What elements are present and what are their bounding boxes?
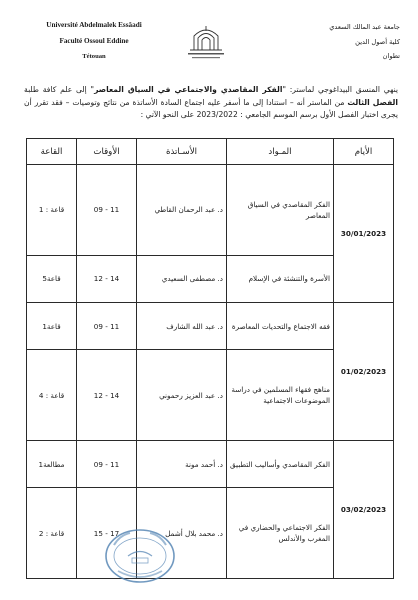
table-header-row (27, 139, 394, 165)
professor-cell: د. أحمد مونة (137, 440, 227, 487)
table-row (27, 440, 394, 487)
professor-cell: د. عبد العزيز رحموني (137, 350, 227, 441)
professor-cell: د. محمد بلال أشمل (137, 488, 227, 579)
table-row (27, 302, 394, 349)
faculty-name-ar: كلية أصول الدين (355, 37, 400, 46)
header-professors: الأسـاتذة (137, 139, 227, 165)
university-name-ar: جامعة عبد المالك السعدي (329, 23, 400, 31)
semester-name: الفصل الثالث (347, 97, 398, 107)
room-cell: مطالعة1 (27, 440, 77, 487)
exam-day: 03/02/2023 (334, 440, 394, 578)
room-cell: قاعة : 2 (27, 488, 77, 579)
exam-day: 01/02/2023 (334, 302, 394, 440)
time-cell: 12 - 14 (77, 255, 137, 302)
time-cell: 09 - 11 (77, 440, 137, 487)
professor-cell: د. عبد الرحمان القاطي (137, 165, 227, 256)
subject-cell: مناهج فقهاء المسلمين في دراسة الموضوعات الاجتماعية (227, 350, 334, 441)
time-cell: 15 - 17 (77, 488, 137, 579)
time-cell: 09 - 11 (77, 302, 137, 349)
official-stamp (100, 525, 180, 587)
announcement-paragraph (24, 84, 398, 122)
faculty-logo (178, 20, 234, 62)
room-cell: قاعة : 4 (27, 350, 77, 441)
faculty-name-fr: Faculté Ossoul Eddine (59, 37, 129, 46)
subject-cell: فقه الاجتماع والتحديات المعاصرة (227, 302, 334, 349)
intro-text-3: من الماستر أنه – استنادا إلى ما أسفر عليه اجتماع السادة الأساتذة من نتائج وتوصيات – فقد تقرر أن يجرى اختبار الفصل الأول برسم الموسم الجامعي : 2023/2022 على النحو الآتي : (24, 97, 398, 120)
room-cell: قاعة1 (27, 302, 77, 349)
header-times: الأوقات (77, 139, 137, 165)
room-cell: قاعة5 (27, 255, 77, 302)
header-rooms: القاعة (27, 139, 77, 165)
time-cell: 09 - 11 (77, 165, 137, 256)
intro-text-2: " إلى علم كافة طلبة (24, 85, 95, 94)
city-fr: Tétouan (82, 53, 106, 61)
university-name-fr: Université Abdelmalek Essâadi (46, 21, 142, 29)
header-days: الأيام (334, 139, 394, 165)
program-name: الفكر المقاصدي والاجتماعي في السياق المعاصر (94, 85, 283, 94)
subject-cell: الأسرة والتنشئة في الإسلام (227, 255, 334, 302)
subject-cell: الفكر المقاصدي في السياق المعاصر (227, 165, 334, 256)
professor-cell: د. عبد الله الشارف (137, 302, 227, 349)
city-ar: تطوان (382, 52, 400, 61)
room-cell: قاعة : 1 (27, 165, 77, 256)
professor-cell: د. مصطفى السعيدي (137, 255, 227, 302)
header-left (38, 22, 150, 70)
time-cell: 12 - 14 (77, 350, 137, 441)
table-row (27, 165, 394, 256)
exam-day: 30/01/2023 (334, 165, 394, 303)
header-subjects: المـواد (227, 139, 334, 165)
subject-cell: الفكر المقاصدي وأساليب التطبيق (227, 440, 334, 487)
intro-text-1: ينهي المنسق البيداغوجي لماستر: " (282, 85, 398, 94)
subject-cell: الفكر الاجتماعي والحضاري في المغرب والأندلس (227, 488, 334, 579)
exam-schedule-table (26, 138, 394, 579)
header-right (288, 24, 400, 68)
